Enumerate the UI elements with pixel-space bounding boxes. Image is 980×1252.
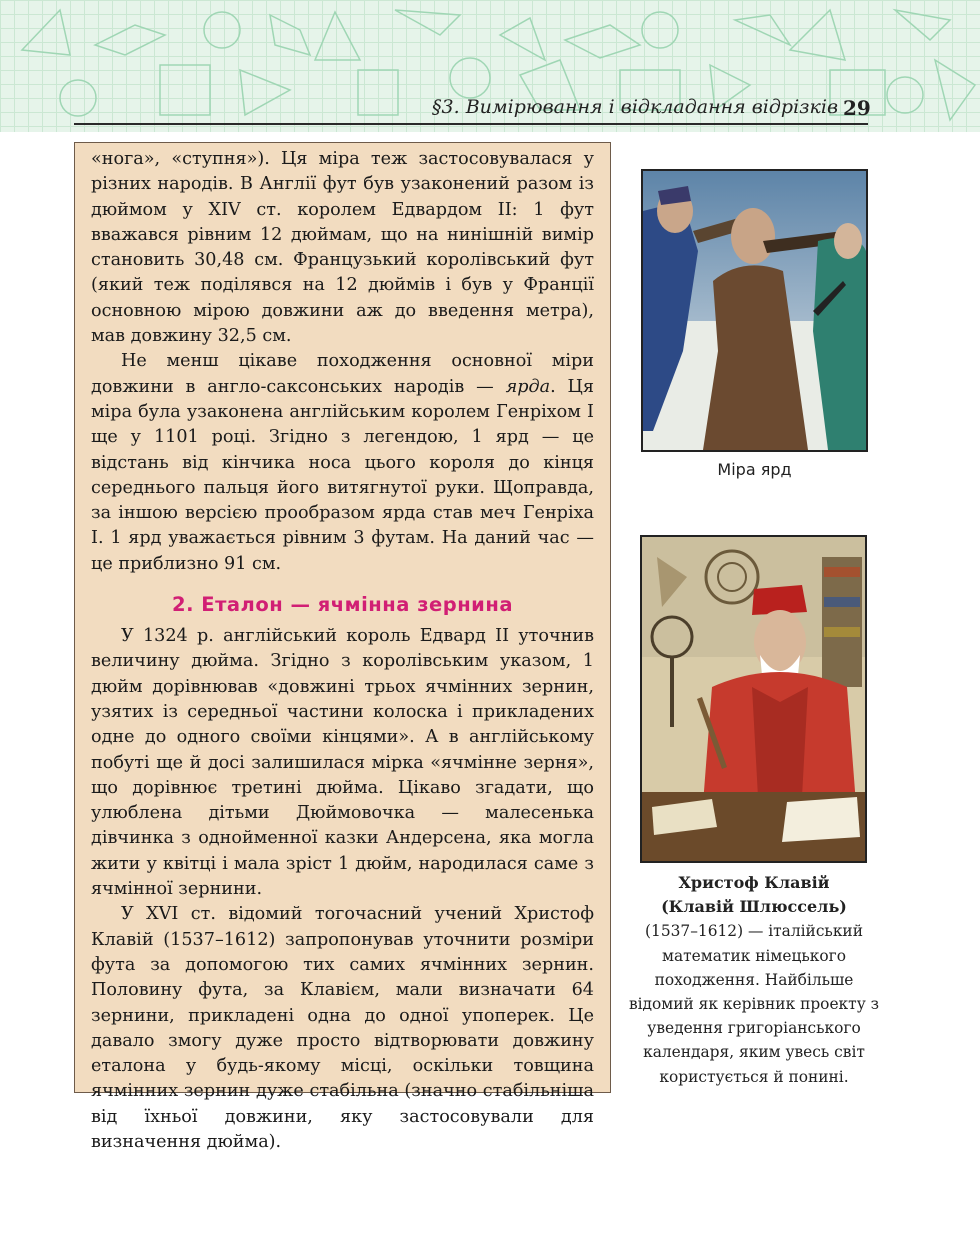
yard-caption: Міра ярд [717, 460, 792, 479]
clavius-description: (1537–1612) — італійський математик німецького походження. Найбільше відомий як керівник проекту з уведення григоріанського календаря, яким увесь світ користується й понині. [628, 922, 880, 1086]
yard-term: ярда [505, 376, 551, 397]
page-number: 29 [843, 96, 871, 120]
yard-measure-image [643, 171, 866, 450]
section-heading: 2. Еталон — ячмінна зернина [172, 593, 513, 617]
paragraph-4: У XVI ст. відомий тогочасний учений Христоф Клавій (1537–1612) запропонував уточнити розміри фута за допомогою тих самих ячмінних зернин. Половину фута, за Клавієм, мали визначати 64 зернини, прикладені одна до одної упоперек. Це давало змогу дуже просто відтворювати довжину еталона у будь-якому місці, оскільки товщина ячмінних зернин дуже стабільна (значно стабільніша від їхньої довжини, яку застосовували для визначення дюйма). [91, 904, 594, 1152]
paragraph-2-end: . Ця міра була узаконена англійським королем Генріхом I ще у 1101 році. Згідно з легендою, 1 ярд — це відстань від кінчика носа цього короля до кінця середнього пальця його витягнутої руки. Щоправда, за іншою версією прообразом ярда став меч Генріха I. 1 ярд уважається рівним 3 футам. На даний час — це приблизно 91 см. [91, 376, 594, 574]
yard-measure-illustration [641, 169, 868, 452]
running-head: §3. Вимірювання і відкладання відрізків [432, 96, 838, 118]
clavius-caption [628, 871, 880, 1089]
paragraph-2-start: Не менш цікаве походження основної міри довжини в англо-саксонських народів — [91, 351, 594, 397]
main-text-box [74, 142, 611, 1152]
clavius-alt-name: (Клавій Шлюссель) [661, 897, 847, 917]
clavius-name: Христоф Клавій [678, 873, 830, 892]
header-rule [74, 123, 868, 125]
paragraph-1: «нога», «ступня»). Ця міра теж застосовувалася у різних народів. В Англії фут був узаконений разом із дюймом у XIV ст. королем Едвардом II: 1 фут вважався рівним 12 дюймам, що на нинішній вимір становить 30,48 см. Французький королівський фут (який теж поділявся на 12 дюймів і був у Франції основною мірою довжини аж до введення метра), мав довжину 32,5 см. [91, 149, 594, 347]
clavius-image [642, 537, 865, 861]
paragraph-2 [91, 349, 594, 577]
clavius-portrait [640, 535, 867, 863]
paragraph-3: У 1324 р. англійський король Едвард II уточнив величину дюйма. Згідно з королівським указом, 1 дюйм дорівнював «довжині трьох ячмінних зернин, узятих із середньої частини колоска і прикладених одне до одного своїми кінцями». А в англійському побуті ще й досі залишилася мірка «ячмінне зерня», що дорівнює третині дюйма. Цікаво згадати, що улюблена дітьми Дюймовочка — малесенька дівчинка з однойменної казки Андерсена, яка могла жити у квітці і мала зріст 1 дюйм, народилася саме з ячмінної зернини. [91, 626, 594, 900]
